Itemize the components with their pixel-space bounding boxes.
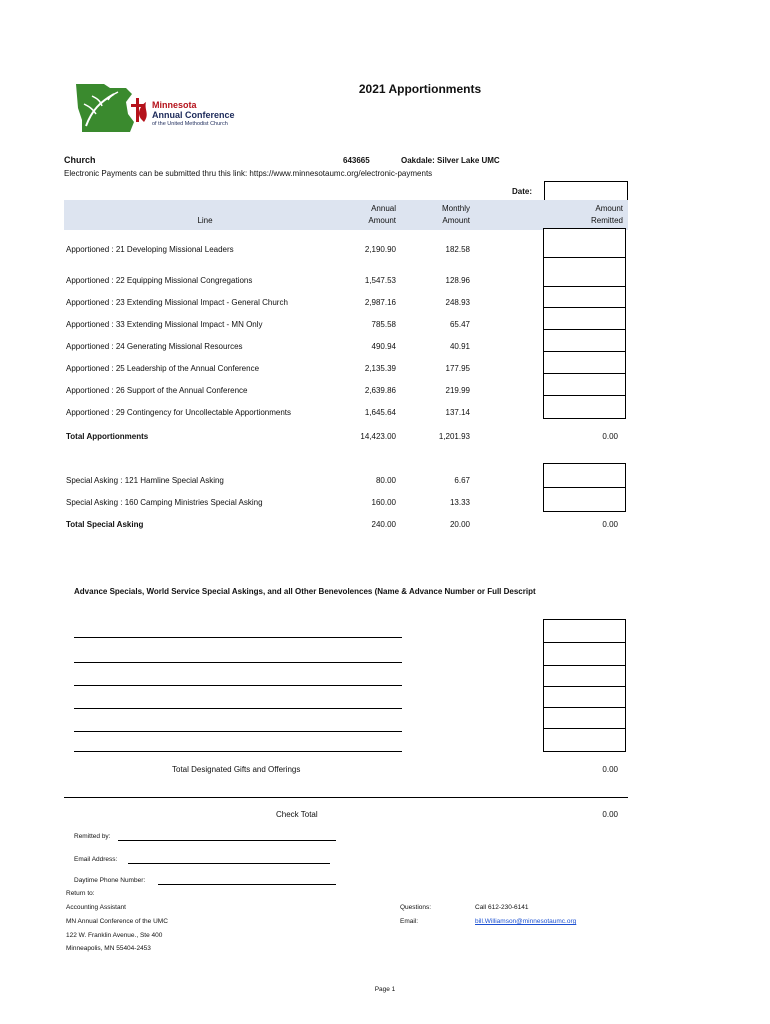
designated-value: 0.00 (602, 765, 618, 774)
header-monthly-2: Amount (442, 216, 470, 225)
total-apportionments-remitted: 0.00 (602, 432, 618, 441)
email-address-field[interactable] (128, 855, 330, 864)
remitted-input-33[interactable] (543, 307, 626, 330)
apportioned-annual: 1,547.53 (364, 276, 396, 285)
remitted-by-field[interactable] (118, 832, 336, 841)
apportioned-monthly: 177.95 (445, 364, 470, 373)
check-total-value: 0.00 (602, 810, 618, 819)
total-apportionments-label: Total Apportionments (66, 432, 149, 441)
remitted-input-160[interactable] (543, 487, 626, 512)
remitted-input-26[interactable] (543, 373, 626, 396)
special-label: Special Asking : 121 Hamline Special Asking (66, 476, 224, 485)
total-apportionments-monthly: 1,201.93 (438, 432, 470, 441)
apportioned-label: Apportioned : 21 Developing Missional Leaders (66, 245, 234, 254)
advance-amount-input[interactable] (543, 686, 626, 708)
advance-amount-input[interactable] (543, 642, 626, 666)
return-to-line: MN Annual Conference of the UMC (66, 918, 168, 925)
conference-logo (70, 80, 270, 136)
header-remitted-1: Amount (595, 204, 623, 213)
divider (64, 797, 628, 798)
apportioned-label: Apportioned : 25 Leadership of the Annual Conference (66, 364, 260, 373)
special-annual: 160.00 (371, 498, 396, 507)
apportioned-label: Apportioned : 26 Support of the Annual Conference (66, 386, 248, 395)
special-label: Special Asking : 160 Camping Ministries Special Asking (66, 498, 263, 507)
remitted-input-121[interactable] (543, 463, 626, 488)
apportioned-label: Apportioned : 29 Contingency for Uncollectable Apportionments (66, 408, 292, 417)
apportioned-annual: 2,135.39 (364, 364, 396, 373)
remitted-input-24[interactable] (543, 329, 626, 352)
date-input[interactable] (544, 181, 628, 202)
advance-line[interactable] (74, 673, 402, 686)
apportioned-monthly: 65.47 (449, 320, 470, 329)
special-annual: 80.00 (375, 476, 396, 485)
daytime-phone-label: Daytime Phone Number: (74, 877, 146, 884)
page-title: 2021 Apportionments (358, 82, 482, 96)
church-number: 643665 (343, 156, 370, 165)
apportioned-label: Apportioned : 33 Extending Missional Impact - MN Only (66, 320, 263, 329)
email-label: Email: (400, 918, 419, 925)
advance-amount-input[interactable] (543, 728, 626, 752)
check-total-label: Check Total (276, 810, 318, 819)
apportioned-label: Apportioned : 23 Extending Missional Impact - General Church (66, 298, 288, 307)
apportioned-monthly: 182.58 (445, 245, 470, 254)
advance-amount-input[interactable] (543, 665, 626, 687)
logo-line1: Minnesota (152, 100, 197, 110)
apportioned-monthly: 137.14 (445, 408, 470, 417)
advance-amount-input[interactable] (543, 707, 626, 729)
return-to-line: 122 W. Franklin Avenue., Ste 400 (66, 932, 163, 939)
total-special-monthly: 20.00 (449, 520, 470, 529)
remitted-input-29[interactable] (543, 395, 626, 419)
apportioned-monthly: 248.93 (445, 298, 470, 307)
special-monthly: 6.67 (454, 476, 470, 485)
advance-line[interactable] (74, 625, 402, 638)
advance-line[interactable] (74, 696, 402, 709)
electronic-payments-note: Electronic Payments can be submitted thru this link: https://www.minnesotaumc.org/electronic-payments (64, 169, 433, 178)
advance-line[interactable] (74, 739, 402, 752)
total-special-label: Total Special Asking (66, 520, 144, 529)
logo-line3: of the United Methodist Church (152, 121, 228, 127)
header-remitted-2: Remitted (590, 216, 623, 225)
return-to-line: Minneapolis, MN 55404-2453 (66, 945, 151, 952)
total-special-remitted: 0.00 (602, 520, 618, 529)
apportioned-monthly: 40.91 (449, 342, 470, 351)
page-number: Page 1 (374, 986, 396, 993)
remitted-input-21[interactable] (543, 228, 626, 258)
apportioned-monthly: 128.96 (445, 276, 470, 285)
advance-specials-heading: Advance Specials, World Service Special Askings, and all Other Benevolences (Name & Advance Number or Full Descript (74, 587, 536, 596)
apportioned-label: Apportioned : 24 Generating Missional Resources (66, 342, 243, 351)
return-to-label: Return to: (66, 890, 95, 897)
daytime-phone-field[interactable] (158, 876, 336, 885)
remitted-input-25[interactable] (543, 351, 626, 374)
remitted-input-22[interactable] (543, 257, 626, 287)
header-annual-1: Annual (371, 204, 396, 213)
header-line: Line (197, 216, 213, 225)
remitted-input-23[interactable] (543, 286, 626, 308)
apportioned-annual: 490.94 (371, 342, 396, 351)
apportioned-annual: 2,987.16 (364, 298, 396, 307)
return-to-line: Accounting Assistant (66, 904, 126, 911)
header-annual-2: Amount (368, 216, 396, 225)
email-address-label: Email Address: (74, 856, 118, 863)
apportioned-annual: 2,639.86 (364, 386, 396, 395)
designated-label: Total Designated Gifts and Offerings (172, 765, 301, 774)
special-monthly: 13.33 (449, 498, 470, 507)
church-name: Oakdale: Silver Lake UMC (401, 156, 500, 165)
header-monthly-1: Monthly (441, 204, 470, 213)
total-special-annual: 240.00 (371, 520, 396, 529)
logo-line2: Annual Conference (152, 110, 235, 120)
apportioned-annual: 785.58 (371, 320, 396, 329)
church-label: Church (64, 155, 96, 165)
apportioned-monthly: 219.99 (445, 386, 470, 395)
questions-value: Call 612-230-6141 (475, 904, 529, 911)
total-apportionments-annual: 14,423.00 (360, 432, 396, 441)
advance-amount-input[interactable] (543, 619, 626, 643)
questions-label: Questions: (400, 904, 432, 911)
apportioned-annual: 2,190.90 (364, 245, 396, 254)
apportioned-label: Apportioned : 22 Equipping Missional Congregations (66, 276, 253, 285)
remitted-by-label: Remitted by: (74, 833, 111, 840)
advance-line[interactable] (74, 719, 402, 732)
apportioned-annual: 1,645.64 (364, 408, 396, 417)
email-link[interactable]: bill.Williamson@minnesotaumc.org (475, 918, 577, 925)
date-label: Date: (512, 187, 533, 196)
advance-line[interactable] (74, 650, 402, 663)
